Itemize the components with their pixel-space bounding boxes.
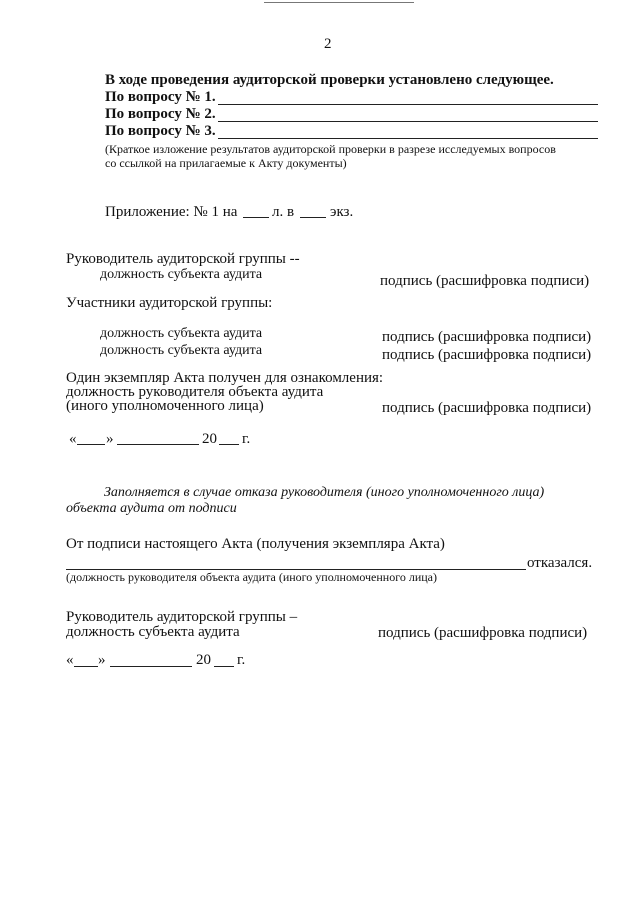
date-2-day-blank (74, 666, 98, 667)
leader-position: должность субъекта аудита (100, 267, 263, 282)
date-2-year-blank (214, 666, 234, 667)
question-1-line (218, 104, 598, 105)
received-line-3: (иного уполномоченного лица) (66, 398, 264, 414)
date-1-year-suffix: г. (242, 431, 251, 447)
page-number: 2 (324, 36, 332, 52)
final-leader-title: Руководитель аудиторской группы – (66, 609, 298, 625)
findings-heading: В ходе проведения аудиторской проверки установлено следующее. (105, 72, 554, 88)
question-3-line (218, 138, 598, 139)
refusal-instruction-line-1: Заполняется в случае отказа руководителя (иного уполномоченного лица) (104, 485, 545, 500)
date-1-year-prefix: 20 (202, 431, 217, 447)
received-line-1: Один экземпляр Акта получен для ознакомления: (66, 370, 384, 386)
question-2-label: По вопросу № 2. (105, 106, 216, 122)
refusal-instruction-line-2: объекта аудита от подписи (66, 501, 237, 516)
refusal-caption: (должность руководителя объекта аудита (иного уполномоченного лица) (66, 570, 437, 584)
leader-signature: подпись (расшифровка подписи) (380, 273, 590, 289)
date-2-close-quote: » (98, 652, 106, 668)
top-edge-line (264, 2, 414, 3)
question-1-label: По вопросу № 1. (105, 89, 216, 105)
final-leader-position: должность субъекта аудита (66, 624, 240, 640)
refusal-statement: От подписи настоящего Акта (получения экземпляра Акта) (66, 536, 445, 552)
member-2-position: должность субъекта аудита (100, 343, 263, 358)
date-2-year-suffix: г. (237, 652, 246, 668)
date-2-open-quote: « (66, 652, 74, 668)
refusal-refused: отказался. (527, 555, 593, 571)
member-1-position: должность субъекта аудита (100, 326, 263, 341)
date-1-close-quote: » (106, 431, 114, 447)
member-2-signature: подпись (расшифровка подписи) (382, 347, 592, 363)
leader-title: Руководитель аудиторской группы -- (66, 251, 300, 267)
question-3-label: По вопросу № 3. (105, 123, 216, 139)
attachment-prefix: Приложение: № 1 на (105, 204, 238, 220)
received-signature: подпись (расшифровка подписи) (382, 400, 592, 416)
date-2-month-blank (110, 666, 192, 667)
members-title: Участники аудиторской группы: (66, 295, 273, 311)
final-leader-signature: подпись (расшифровка подписи) (378, 625, 588, 641)
received-line-2: должность руководителя объекта аудита (66, 384, 324, 400)
attachment-copies-blank (300, 217, 326, 218)
date-2-year-prefix: 20 (196, 652, 211, 668)
member-1-signature: подпись (расшифровка подписи) (382, 329, 592, 345)
date-1-year-blank (219, 444, 239, 445)
date-1-open-quote: « (69, 431, 77, 447)
question-2-line (218, 121, 598, 122)
date-1-month-blank (117, 444, 199, 445)
findings-note-line-1: (Краткое изложение результатов аудиторской проверки в разрезе исследуемых вопросов (105, 142, 556, 156)
findings-note-line-2: со ссылкой на прилагаемые к Акту документы) (105, 156, 347, 170)
attachment-suffix: экз. (330, 204, 354, 220)
attachment-sheets-blank (243, 217, 269, 218)
attachment-mid: л. в (272, 204, 295, 220)
date-1-day-blank (77, 444, 105, 445)
